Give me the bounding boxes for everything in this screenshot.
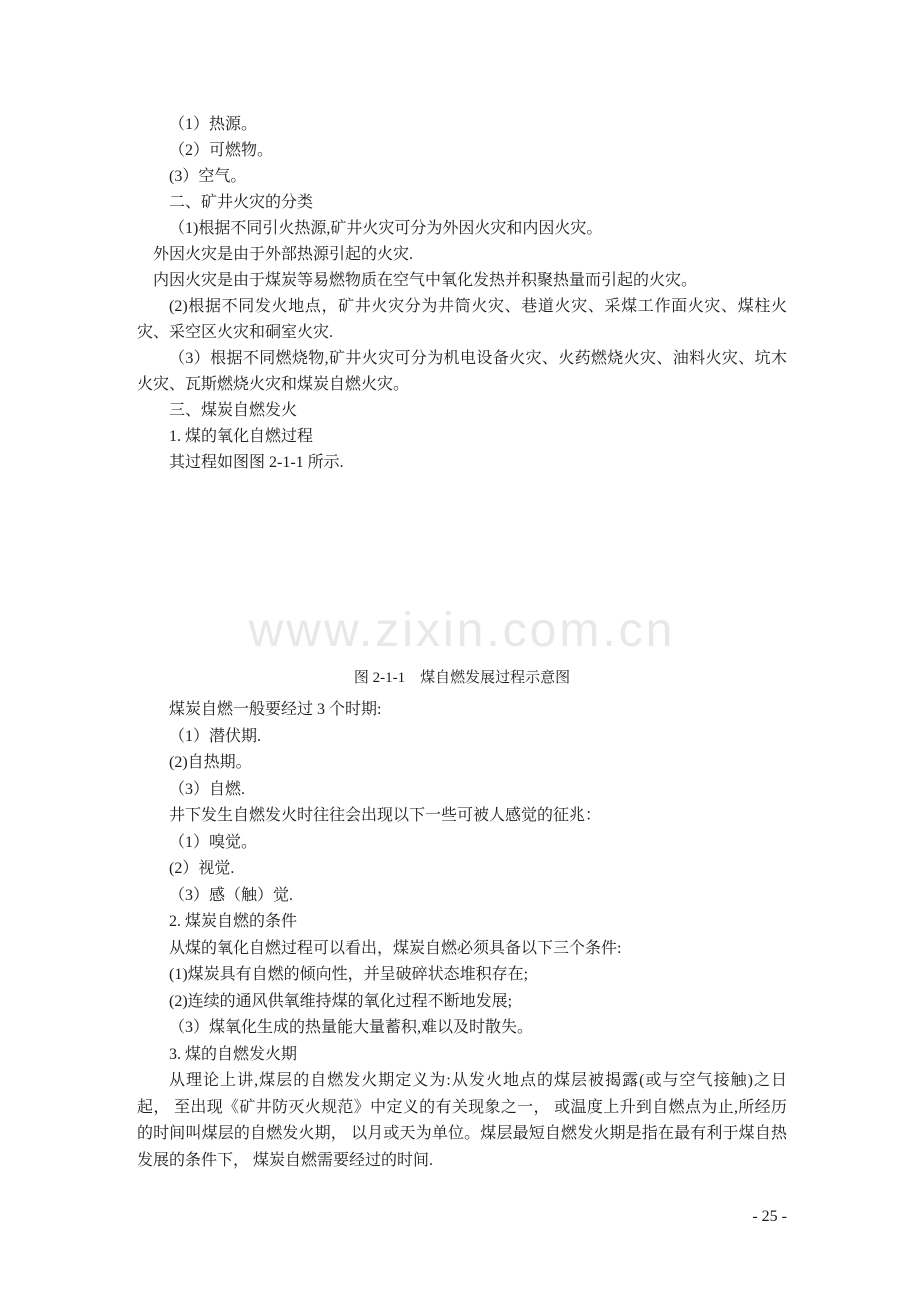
sub-heading: 2. 煤炭自燃的条件 <box>169 913 298 930</box>
section-heading: 二、矿井火灾的分类 <box>169 194 314 211</box>
text-line: 起， 至出现《矿井防灭火规范》中定义的有关现象之一， 或温度上升到自燃点为止,所经历 <box>137 1098 787 1116</box>
text-line: （1）热源。 <box>169 116 258 133</box>
sub-heading: 3. 煤的自燃发火期 <box>169 1045 298 1063</box>
text-line: （2）可燃物。 <box>169 142 274 159</box>
text-line: (2)自热期。 <box>169 754 252 771</box>
text-line: (1)煤炭具有自燃的倾向性，并呈破碎状态堆积存在; <box>169 966 529 983</box>
text-line: 煤炭自燃一般要经过 3 个时期: <box>169 701 382 718</box>
text-line: 其过程如图图 2-1-1 所示. <box>169 454 344 471</box>
text-line: (2）视觉. <box>169 860 235 877</box>
text-line: （3）感（触）觉. <box>169 886 294 904</box>
text-line: (2)连续的通风供氧维持煤的氧化过程不断地发展; <box>169 992 513 1010</box>
sub-heading: 1. 煤的氧化自燃过程 <box>169 428 314 445</box>
text-line: 火灾、瓦斯燃烧火灾和煤炭自燃火灾。 <box>137 376 410 393</box>
text-line: (3）空气。 <box>169 168 247 185</box>
text-line: （1）潜伏期. <box>169 727 262 745</box>
text-line: (2)根据不同发火地点，矿井火灾分为井筒火灾、巷道火灾、采煤工作面火灾、煤柱火 <box>169 298 787 315</box>
text-line: （3）煤氧化生成的热量能大量蓄积,难以及时散失。 <box>169 1019 534 1036</box>
text-line: 从理论上讲,煤层的自燃发火期定义为:从发火地点的煤层被揭露(或与空气接触)之日 <box>169 1072 787 1089</box>
document-body <box>137 112 787 1174</box>
text-line: 井下发生自燃发火时往往会出现以下一些可被人感觉的征兆： <box>169 807 602 824</box>
text-line: 从煤的氧化自燃过程可以看出，煤炭自燃必须具备以下三个条件: <box>169 939 622 957</box>
text-line: 灾、采空区火灾和硐室火灾. <box>137 324 334 341</box>
section-heading: 三、煤炭自燃发火 <box>169 402 298 419</box>
text-line: （3）根据不同燃烧物,矿井火灾可分为机电设备火灾、火药燃烧火灾、油料火灾、坑木 <box>169 350 787 367</box>
document-body-lower <box>137 697 787 1174</box>
text-line: （3）自燃. <box>169 780 246 798</box>
text-line: 发展的条件下， 煤炭自燃需要经过的时间. <box>137 1151 434 1169</box>
text-line: 内因火灾是由于煤炭等易燃物质在空气中氧化发热并积聚热量而引起的火灾。 <box>153 272 698 289</box>
text-line: （1)根据不同引火热源,矿井火灾可分为外因火灾和内因火灾。 <box>169 220 603 237</box>
text-line: 的时间叫煤层的自燃发火期， 以月或天为单位。煤层最短自燃发火期是指在最有利于煤自热 <box>137 1125 787 1142</box>
figure-caption: 图 2-1-1 煤自燃发展过程示意图 <box>353 670 571 686</box>
page-number: - 25 - <box>752 1208 787 1225</box>
text-line: （1）嗅觉。 <box>169 833 258 851</box>
watermark-text: www.zixin.com.cn <box>248 604 676 657</box>
figure-area <box>137 476 787 697</box>
text-line: 外因火灾是由于外部热源引起的火灾. <box>153 246 414 263</box>
